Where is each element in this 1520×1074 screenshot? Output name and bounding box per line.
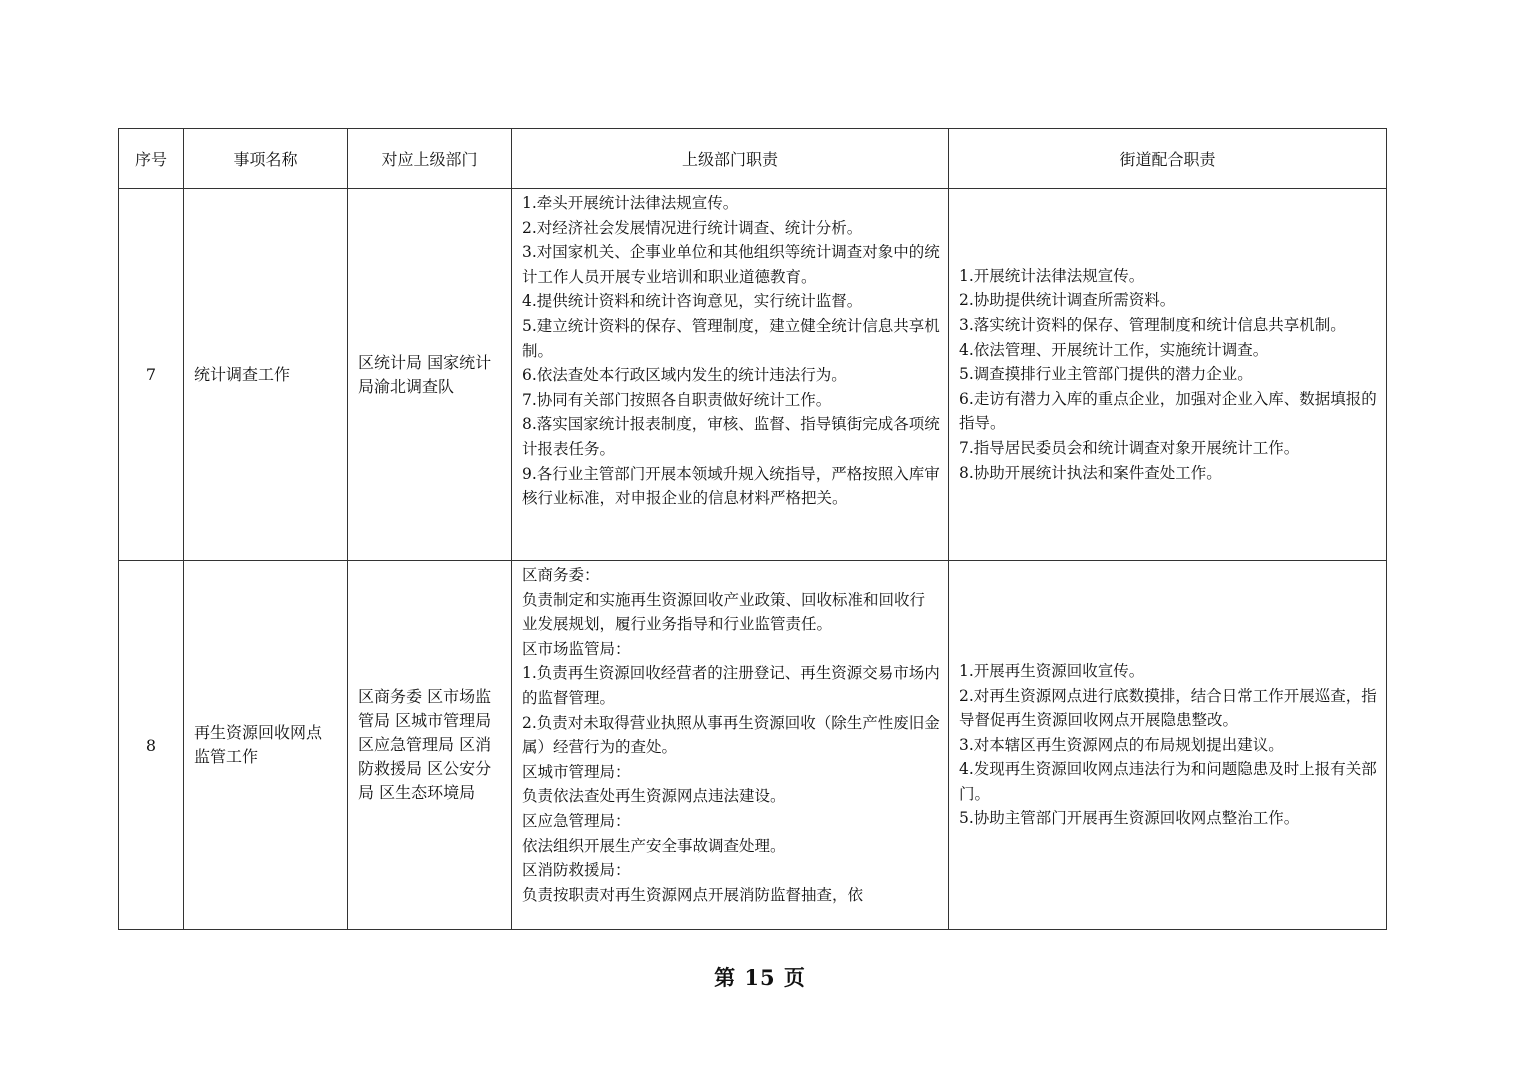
- duty-line: 9.各行业主管部门开展本领域升规入统指导，严格按照入库审核行业标准，对申报企业的信息材料严格把关。: [522, 464, 940, 508]
- duty-line: 区消防救援局：: [522, 861, 631, 880]
- duties-clip: [522, 563, 940, 929]
- row-superior-duties: [512, 561, 949, 930]
- responsibility-table: [118, 128, 1387, 930]
- row-item-name: 统计调查工作: [184, 189, 348, 561]
- table-header-row: [119, 129, 1387, 189]
- duty-line: 负责按职责对再生资源网点开展消防监督抽查，依: [522, 885, 864, 904]
- duty-line: 2.负责对未取得营业执照从事再生资源回收（除生产性废旧金属）经营行为的查处。: [522, 713, 940, 757]
- duty-line: 2.对经济社会发展情况进行统计调查、统计分析。: [522, 218, 863, 237]
- duty-line: 区城市管理局：: [522, 762, 631, 781]
- duty-line: 5.建立统计资料的保存、管理制度，建立健全统计信息共享机制。: [522, 316, 940, 360]
- row-street-duties: [949, 189, 1387, 561]
- street-duty-line: 7.指导居民委员会和统计调查对象开展统计工作。: [959, 438, 1300, 457]
- table-row: [119, 561, 1387, 930]
- header-superior-duties: 上级部门职责: [512, 129, 949, 189]
- duty-line: 区应急管理局：: [522, 811, 631, 830]
- duty-line: 负责制定和实施再生资源回收产业政策、回收标准和回收行业发展规划，履行业务指导和行业监管责任。: [522, 590, 926, 634]
- duty-line: 8.落实国家统计报表制度，审核、监督、指导镇街完成各项统计报表任务。: [522, 415, 940, 458]
- duty-line: 负责依法查处再生资源网点违法建设。: [522, 787, 786, 806]
- duty-line: 3.对国家机关、企事业单位和其他组织等统计调查对象中的统计工作人员开展专业培训和职业道德教育。: [522, 243, 940, 286]
- row-superior-dept: 区商务委 区市场监管局 区城市管理局 区应急管理局 区消防救援局 区公安分局 区生态环境局: [348, 561, 512, 930]
- row-index: 8: [119, 561, 184, 930]
- header-superior-dept: 对应上级部门: [348, 129, 512, 189]
- page-number: 第 15 页: [714, 965, 806, 990]
- duty-line: 4.提供统计资料和统计咨询意见，实行统计监督。: [522, 292, 863, 311]
- duty-line: 6.依法查处本行政区域内发生的统计违法行为。: [522, 366, 847, 385]
- street-duty-line: 5.协助主管部门开展再生资源回收网点整治工作。: [959, 809, 1300, 828]
- duty-line: 1.负责再生资源回收经营者的注册登记、再生资源交易市场内的监督管理。: [522, 664, 940, 707]
- table-row: [119, 189, 1387, 561]
- duty-line: 7.协同有关部门按照各自职责做好统计工作。: [522, 390, 832, 409]
- street-duty-line: 1.开展统计法律法规宣传。: [959, 266, 1145, 285]
- row-superior-duties: [512, 189, 949, 561]
- header-index: 序号: [119, 129, 184, 189]
- street-duty-line: 4.发现再生资源回收网点违法行为和问题隐患及时上报有关部门。: [959, 760, 1377, 803]
- street-duty-line: 1.开展再生资源回收宣传。: [959, 661, 1145, 680]
- street-duty-line: 5.调查摸排行业主管部门提供的潜力企业。: [959, 365, 1253, 384]
- duty-line: 区市场监管局：: [522, 639, 631, 658]
- duty-line: 区商务委：: [522, 566, 600, 584]
- row-item-name: 再生资源回收网点监管工作: [184, 561, 348, 930]
- street-duty-line: 6.走访有潜力入库的重点企业，加强对企业入库、数据填报的指导。: [959, 389, 1377, 433]
- street-duty-line: 2.对再生资源网点进行底数摸排，结合日常工作开展巡查，指导督促再生资源回收网点开展隐患整改。: [959, 686, 1377, 730]
- row-superior-dept: 区统计局 国家统计局渝北调查队: [348, 189, 512, 561]
- street-duty-line: 4.依法管理、开展统计工作，实施统计调查。: [959, 340, 1269, 359]
- street-duty-line: 3.落实统计资料的保存、管理制度和统计信息共享机制。: [959, 316, 1346, 335]
- street-duty-line: 8.协助开展统计执法和案件查处工作。: [959, 463, 1222, 482]
- row-street-duties: [949, 561, 1387, 930]
- header-street-duties: 街道配合职责: [949, 129, 1387, 189]
- street-duty-line: 3.对本辖区再生资源网点的布局规划提出建议。: [959, 735, 1284, 754]
- duty-line: 依法组织开展生产安全事故调查处理。: [522, 836, 786, 855]
- row-index: 7: [119, 189, 184, 561]
- header-item-name: 事项名称: [184, 129, 348, 189]
- duty-line: 1.牵头开展统计法律法规宣传。: [522, 194, 739, 212]
- street-duty-line: 2.协助提供统计调查所需资料。: [959, 291, 1176, 310]
